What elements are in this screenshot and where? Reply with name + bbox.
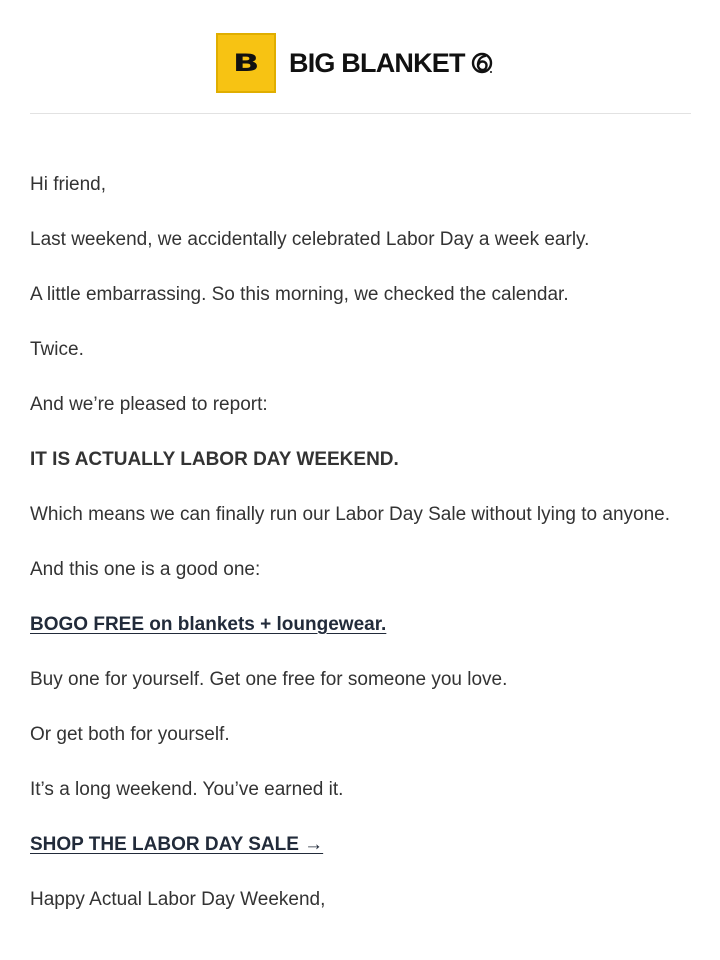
signoff: Happy Actual Labor Day Weekend,	[30, 889, 326, 910]
paragraph-pleased-to-report: And we’re pleased to report:	[30, 394, 268, 415]
greeting: Hi friend,	[30, 174, 107, 195]
header-divider	[30, 113, 691, 114]
paragraph-sale-intro: Which means we can finally run our Labor Day Sale without lying to anyone.	[30, 504, 671, 525]
bogo-offer-link[interactable]: BOGO FREE on blankets + loungewear.	[30, 614, 387, 635]
logo-badge	[216, 33, 276, 93]
circled-6-mark-icon	[471, 52, 493, 74]
paragraph-twice: Twice.	[30, 339, 84, 360]
headline-labor-day-weekend: IT IS ACTUALLY LABOR DAY WEEKEND.	[30, 449, 399, 470]
brand-logo[interactable]	[216, 33, 493, 93]
email-body	[30, 168, 670, 938]
cta-paragraph	[30, 828, 670, 861]
shop-sale-link[interactable]: SHOP THE LABOR DAY SALE →	[30, 834, 324, 855]
brand-wordmark	[289, 48, 493, 79]
email-header	[0, 0, 720, 114]
paragraph-checked-calendar: A little embarrassing. So this morning, we checked the calendar.	[30, 284, 569, 305]
brand-name: BIG BLANKET	[289, 47, 465, 78]
offer-paragraph	[30, 608, 670, 641]
paragraph-early-celebration: Last weekend, we accidentally celebrated Labor Day a week early.	[30, 229, 590, 250]
logo-letter: B	[232, 49, 260, 77]
paragraph-buy-one: Buy one for yourself. Get one free for someone you love.	[30, 669, 508, 690]
paragraph-both-for-yourself: Or get both for yourself.	[30, 724, 230, 745]
paragraph-good-one: And this one is a good one:	[30, 559, 261, 580]
paragraph-long-weekend: It’s a long weekend. You’ve earned it.	[30, 779, 344, 800]
